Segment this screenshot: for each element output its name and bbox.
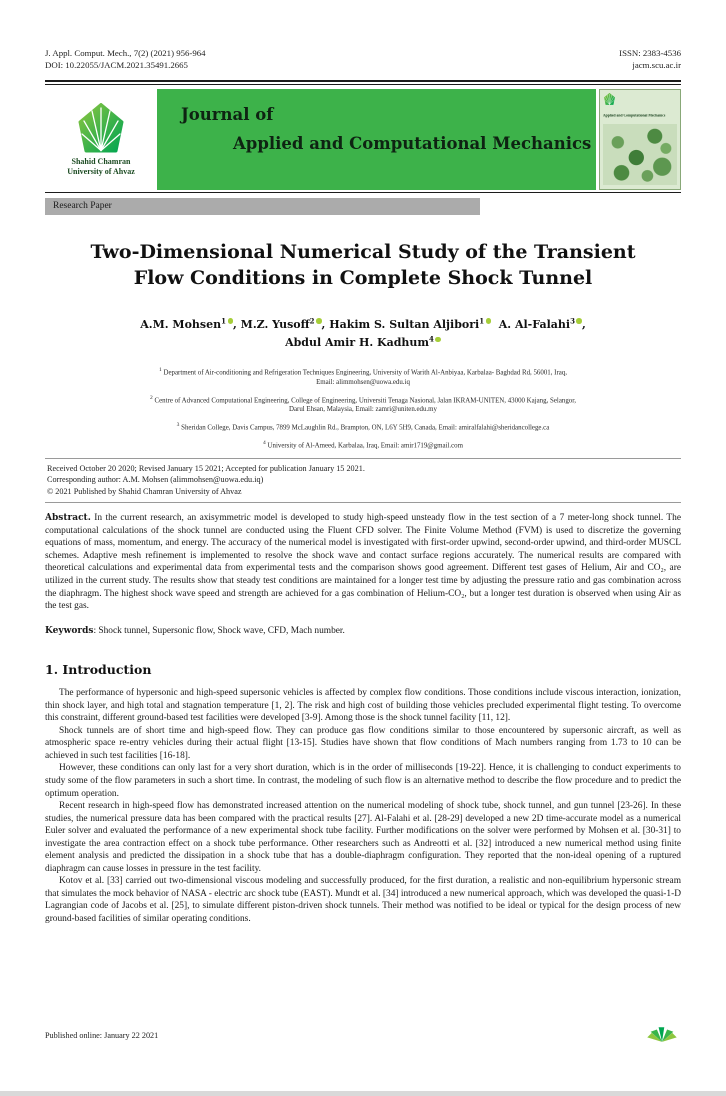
intro-paragraph-3: However, these conditions can only last for a very short duration, which is in the order of milliseconds [19-22]. Hence, it is challenging to conduct experiments to study some of the flow parameters in such a short time. In contrast, the modeling of such flow is an alternative method to describe the flow procedure and to predict the optimum operation. <box>45 763 681 799</box>
published-online: Published online: January 22 2021 <box>45 1031 159 1040</box>
author: Hakim S. Sultan Aljibori$^1$ <box>329 318 499 331</box>
author: M.Z. Yusoff$^2$ , <box>240 316 330 331</box>
paper-type-badge: Research Paper <box>45 198 480 215</box>
publisher-block <box>45 89 157 190</box>
journal-citation: J. Appl. Comput. Mech., 7(2) (2021) 956-964 <box>45 48 206 58</box>
intro-paragraph-2: Shock tunnels are of short time and high-speed flow. They can produce gas flow conditions similar to those encountered by supersonic aircraft, as well as atmospheric space re-entry vehicles during their actual flight [13-15]. Studies have shown that flow conditions of Mach numbers ranging from 1.73 to 10 can be achieved in such test facilities [16-18]. <box>45 725 681 761</box>
abstract-text: In the current research, an axisymmetric model is developed to study high-speed unsteady flow in the test section of a 7 meter-long shock tunnel. The computational calculations of the shock tunnel are conducted using the Fluent CFD solver. The Finite Volume Method (FVM) is used to discretize the governing equations of mass, momentum, and energy. The accuracy of the numerical model is investigated with first-order upwind, second-order upwind, and third-order MUSCL schemes. Adaptive mesh refinement is implemented to resolve the shock wave and contact surface regions accurately. The numerical results are compared with theoretical calculations and experimental data from experimental tests and the comparison shows good agreement. Different test gases of Helium, Air and CO₂, are utilized in the current study. The results show that steady test conditions are maintained for a longer test time by adjusting the pressure ratio and gas combination across the diaphragm. The highest shock wave speed and strength are achieved for a gas combination of Helium-CO₂, but a longer test duration is observed when using Air as the test gas. <box>45 513 681 612</box>
journal-cover-thumbnail <box>599 89 681 190</box>
page-bottom-edge <box>0 1091 726 1096</box>
affiliation-2: $^2$ Centre of Advanced Computational Engineering, College of Engineering, Universiti Tenaga Nasional, Jalan IKRAM-UNITEN, 43000 Kajang, Selangor, Darul Ehsan, Malaysia, Email: zamri@uniten.edu.my <box>150 394 576 414</box>
journal-title-banner <box>157 89 596 190</box>
dates-box <box>45 458 681 504</box>
author: Abdul Amir H. Kadhum$^4$ <box>285 336 441 349</box>
journal-name-line1: Journal of <box>181 105 274 124</box>
received-dates: Received October 20 2020; Revised January 15 2021; Accepted for publication January 15 2021. <box>47 463 365 473</box>
publisher-name-line1: Shahid Chamran <box>71 156 131 166</box>
author: A. Al-Falahi$^3$ , <box>498 316 586 331</box>
keywords <box>45 626 681 636</box>
affiliation-4: $^4$ University of Al-Ameed, Karbalaa, Iraq, Email: amir1719@gmail.com <box>263 439 463 449</box>
header-divider <box>45 80 681 85</box>
affiliation-list <box>45 366 681 450</box>
intro-paragraph-1: The performance of hypersonic and high-speed supersonic vehicles is affected by complex flow conditions. Those conditions include viscous interaction, ionization, thin shock layer, and high total and stagnation temperature [1, 2]. The risk and high cost of building those vehicles precluded experimental flight testing. To overcome this constraint, different ground-based test facilities were developed [3-9]. Among those is the shock tunnel facility [11, 12]. <box>45 688 681 724</box>
issn: ISSN: 2383-4536 <box>619 48 681 58</box>
affiliation-1: $^1$ Department of Air-conditioning and Refrigeration Techniques Engineering, University of Warith Al-Anbiyaa, Karbalaa- Baghdad Rd, 56001, Iraq, Email: alimmohsen@uowa.edu.iq <box>159 367 567 387</box>
copyright-line: © 2021 Published by Shahid Chamran University of Ahvaz <box>47 486 242 496</box>
publisher-name-line2: University of Ahvaz <box>67 166 135 176</box>
cover-logo-icon <box>603 93 616 105</box>
keywords-text: : Shock tunnel, Supersonic flow, Shock wave, CFD, Mach number. <box>93 625 345 636</box>
doi: DOI: 10.22055/JACM.2021.35491.2665 <box>45 59 188 70</box>
cover-title: Applied and Computational Mechanics <box>603 114 666 118</box>
journal-name-line2: Applied and Computational Mechanics <box>233 134 592 153</box>
intro-paragraph-4: Recent research in high-speed flow has demonstrated increased attention on the numerical modeling of shock tube, shock tunnel, and gun tunnel [23-26]. In these studies, the numerical pressure data has been compared with the practical results [27]. Al-Falahi et al. [28-29] developed a new 2D time-accurate model as a numerical Euler solver and evaluated the performance of a new experimental shock tube facility. Further modifications on the solver were performed by Mohsen et al. [30-31] to investigate the area contraction effect on a shock tube performance. Other researchers such as Andreotti et al. [32] introduced a new numerical method using finite element analysis and predicted the dissipation in a shock tube that has a double-diaphragm configuration. They reported that the non-ideal opening of a ruptured diaphragm can cause losses in pressure in the test facility. <box>45 801 681 874</box>
journal-banner <box>45 89 681 190</box>
banner-divider <box>45 192 681 193</box>
footer-logo-icon <box>645 1023 679 1045</box>
affiliation-3: $^3$ Sheridan College, Davis Campus, 7899 McLaughlin Rd., Brampton, ON, L6Y 5H9, Canada, Email: amiralfalahi@sheridancollege.ca <box>176 421 550 432</box>
author-list <box>45 313 681 350</box>
section-heading-introduction: 1. Introduction <box>45 661 152 677</box>
orcid-icon[interactable] <box>435 337 441 343</box>
page-header <box>45 48 681 71</box>
keywords-label: Keywords <box>45 625 94 636</box>
abstract <box>45 512 681 613</box>
paper-title: Two-Dimensional Numerical Study of the Transient Flow Conditions in Complete Shock Tunnel <box>90 241 636 289</box>
abstract-label: Abstract. <box>45 513 91 523</box>
cover-artwork <box>603 124 677 185</box>
journal-website-link[interactable]: jacm.scu.ac.ir <box>632 59 681 70</box>
university-logo-icon <box>74 103 128 153</box>
intro-paragraph-5: Kotov et al. [33] carried out two-dimensional viscous modeling and successfully produced, for the first duration, a realistic and non-equilibrium hypersonic stream that simulates the mock behavior of NASA - electric arc shock tube (EAST). Mundt et al. [34] introduced a new numerical approach, which was developed the quasi-1-D Lagrangian code of Jacobs et al. [25], to simulate different piston-driven shock tunnels. Their method was notified to be ideal or typical for the design process of new ground-based facilities of similar operating conditions. <box>45 876 681 924</box>
author: A.M. Mohsen$^1$ , <box>140 316 241 331</box>
corresponding-author: Corresponding author: A.M. Mohsen (alimmohsen@uowa.edu.iq) <box>47 475 264 484</box>
